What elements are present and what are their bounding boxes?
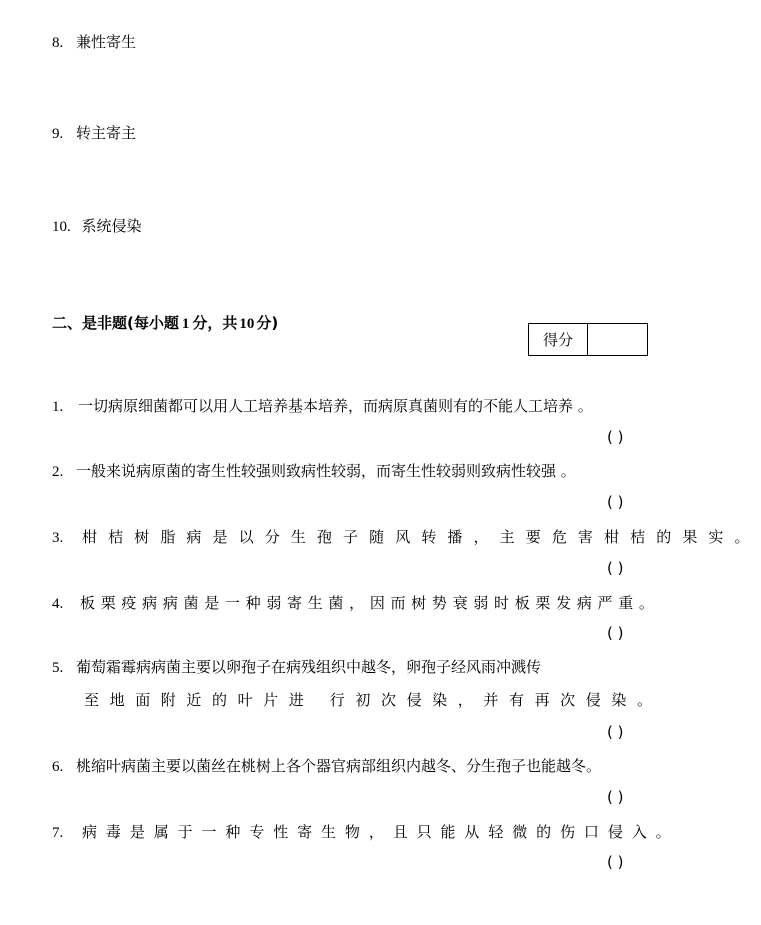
question-text: 葡萄霜霉病病菌主要以卵孢子在病残组织中越冬，卵孢子经风雨冲溅传 [76,658,542,676]
question-number: 2. [52,464,64,480]
question-number: 4. [52,596,64,612]
score-field[interactable] [588,324,647,355]
term-text: 转主寄主 [76,124,137,142]
answer-paren-2[interactable]: ( ) [607,493,624,511]
answer-paren-1[interactable]: ( ) [607,428,624,446]
question-number: 6. [52,759,64,775]
answer-paren-6[interactable]: ( ) [607,788,624,806]
term-item-8 [52,32,136,53]
section-title-end: 分) [256,314,279,332]
score-label: 得分 [529,324,588,355]
question-text: 桃缩叶病菌主要以菌丝在桃树上各个器官病部组织内越冬、分生孢子也能越冬。 [76,757,602,775]
term-number: 9. [52,126,64,142]
question-text: 柑桔树脂病是以分生孢子随风转播，主要危害柑桔的果实。 [82,528,761,546]
answer-paren-4[interactable]: ( ) [607,624,624,642]
section-title-main: 二、是非题(每小题 [52,314,179,332]
answer-paren-3[interactable]: ( ) [607,559,624,577]
term-number: 10. [52,219,71,235]
term-text: 兼性寄生 [76,33,137,51]
score-box [528,323,648,356]
section-score-total: 10 [239,316,255,332]
question-text: 病毒是属于一种专性寄生物，且只能从轻微的伤口侵入。 [82,823,680,841]
question-number: 3. [52,530,64,546]
question-5-continuation: 至地面附近的叶片进 行初次侵染，并有再次侵染。 [84,691,663,709]
question-1 [52,396,593,417]
section-title [52,313,278,334]
term-number: 8. [52,35,64,51]
term-item-10 [52,216,142,237]
question-2 [52,461,576,482]
question-text: 板栗疫病病菌是一种弱寄生菌，因而树势衰弱时板栗发病严重。 [80,594,660,612]
section-unit-mid: 分，共 [192,314,238,332]
term-text: 系统侵染 [81,217,142,235]
question-text: 一般来说病原菌的寄生性较强则致病性较弱，而寄生性较弱则致病性较强 。 [76,462,576,480]
question-6 [52,756,601,777]
question-7 [52,822,680,843]
question-text: 一切病原细菌都可以用人工培养基本培养，而病原真菌则有的不能人工培养 。 [78,397,593,415]
answer-paren-5[interactable]: ( ) [607,723,624,741]
question-4 [52,593,660,614]
question-3 [52,527,761,548]
term-item-9 [52,123,136,144]
question-number: 1. [52,399,64,415]
section-score-each: 1 [181,316,190,332]
answer-paren-7[interactable]: ( ) [607,853,624,871]
question-number: 7. [52,825,64,841]
question-number: 5. [52,660,64,676]
question-5 [52,657,541,678]
